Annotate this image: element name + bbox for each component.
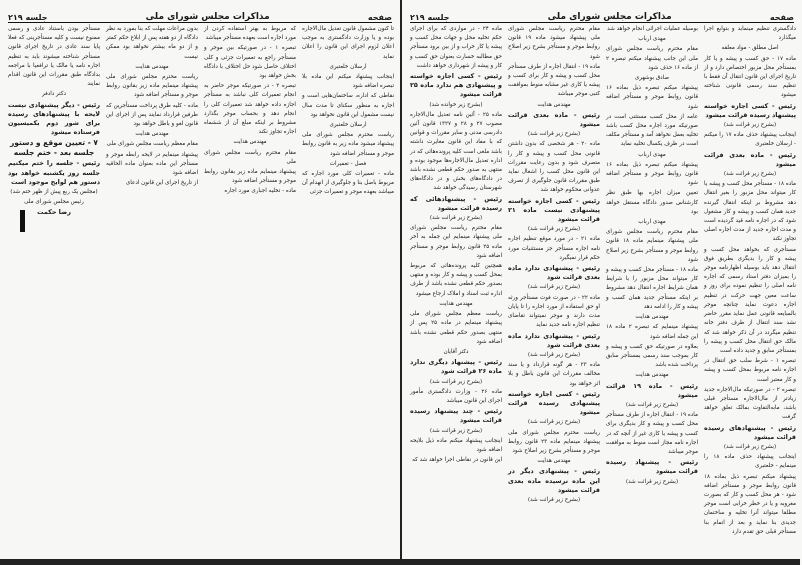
paragraph: ریاست محترم مجلس شورای ملی پیشنهاد مینمایم ماده زیر بقانون روابط موجر و مستأجر اضافه شود (106, 74, 198, 99)
left-page (0, 0, 400, 565)
signature-line: (بشرح زیر قرائت شد) (625, 401, 679, 408)
signature-line: مهندس هدایت (537, 458, 571, 465)
paragraph: پیشنهاد مینمایم در لایحه رابطه موجر و مستأجر این ماده بعنوان ماده الحاقیه اضافه شود (106, 151, 198, 177)
text-column (106, 25, 198, 187)
paragraph: مقام محترم ریاست مجلس شورای ملی پیشنهاد مینمایم این جمله به آخر ماده ۲۵ قانون روابط موجر و مستأجر اضافه شود (410, 225, 502, 259)
speaker-paragraph: رئیس - کسی اجازه خواسته پیشنهاد رسیده قرائت میشود (704, 101, 796, 119)
signature-line: (بشرح زیر قرائت شد) (723, 122, 777, 129)
paragraph: ماده ۱۸ - مستأجر محل کسب و پیشه و کار میتواند محل مزبور را با شرایط همان شرایط اجاره انتقال دهد مشروط بر اینکه مستأجر جدید همان کسب و پیشه و کار را ادامه دهد (606, 267, 699, 310)
page-title: مذاکرات مجلس شورای ملی (145, 12, 270, 22)
paragraph: اینجانب پیشنهاد میکنم این ماده بلا تبصره اضافه شود (302, 74, 394, 90)
paragraph: ریاست معظم مجلس شورای ملی پیشنهاد مینمایم در ماده ۲۵ پس از منتهی بصدور حکم قطعی نشده باشد اضافه شود (410, 311, 502, 345)
speaker-paragraph: رئیس - پیشنهادی ندارد ماده بعدی قرائت شود (508, 264, 600, 282)
signature-line: مهندس هدایت (635, 314, 669, 321)
paragraph: تعیین میزان اجاره بها طبق نظر کارشناس صدور دادگاه مستقل خواهد بود (606, 190, 698, 215)
paragraph: اینجانب پیشنهاد حذف ماده ۱۷ را میکنم - ارسلان خلعتبری (704, 132, 796, 148)
right-page (400, 0, 802, 565)
signature-line: (بشرح زیر قرائت شد) (527, 351, 581, 358)
paragraph: مقام محترم ریاست مجلس شورای ملی پیشنهاد میشود ماده ۱۹ قانون روابط موجر و مستأجر بشرح زیر اصلاح شود (508, 26, 600, 60)
text-column (204, 25, 296, 195)
paragraph: مستأجری که بخواهد محل کسب و پیشه و کار را بدیگری بطریق فوق انتقال دهد باید بوسیله اظهارنامه موجر را بمیزان دفتر اسناد رسمی که اجاره نامه اصلی را تنظیم نموده برای روز و ساعت معین جهت حرکت در تنظیم اجاره دعوت نماید چنانچه موجر بالمبایعه قانونی عمل نماید مقرر حاضر نشد سند انتقال از طرف دفتر خانه تنظیم میگردد در آن ذکر خواهد شد که مالک حق انتقال محل کسب و پیشه را بمستأجر سابق و جدید داده است (704, 246, 796, 354)
paragraph: تبصره ۱ - شرط سلب حق انتقال در اجاره نامه مربوط بمحل کسب و پیشه و کار معتبر است (704, 358, 796, 383)
paragraph: ماده - تعمیرات کلی مورد اجاره که مربوط باصل بنا و جلوگیری از انهدام آن میباشد بعهده موجر و تعمیرات جزئی (302, 171, 394, 196)
paragraph: ماده ۱۷ - حق کسب و پیشه و یا کار بمستأجر محل مزبور اختصاص دارد و از تاریخ اجرای این قانون انتقال آن فقط با تنظیم سند رسمی قانونی شناخته میشود (704, 55, 796, 99)
signature-line: (بشرح زیر قرائت شد) (625, 478, 679, 485)
paragraph: دادگستری تنظیم مینماید و بتوابع اجرا میگذارد (704, 26, 796, 42)
signature-line: دکتر دادفر (41, 91, 66, 98)
paragraph: تبصره ۲ - در صورتیکه موجر حاضر به انجام تعمیرات کلی نباشد به مستأجر اجازه داده خواهد شد تعمیرات کلی را انجام دهد و بحساب موجر بگذارد مشروط بر اینکه مبلغ آن از ششماه اجاره تجاوز نکند (204, 83, 296, 136)
text-column (704, 25, 796, 535)
session-number: جلسه ۲۱۹ (8, 13, 48, 22)
signature-line: مهندس هدایت (439, 300, 473, 307)
paragraph: مقام محترم ریاست مجلس شورای ملی پیشنهاد مینمایم ماده ۱۸ قانون روابط موجر و مستأجر بشرح زیر اصلاح شود (606, 229, 698, 263)
paragraph: ماده ۲۵ - آئین نامه تعدیل مال‌الاجاره مصوب ۲۷ و ۲۸ و ۱۳۲۷ قانون آئین دادرسی مدنی و سایر مقررات و قوانین که با مفاد این قانون مغایرت داشته باشد ملغی است کلیه پرونده‌هائی که در اداره تعدیل مال‌الاجاره‌ها موجود بوده و منتهی به صدور حکم قطعی نشده باشد در دادگاه‌های بخش و در دادگاه‌های شهرستان رسیدگی خواهد شد (410, 111, 503, 192)
paragraph: این قانون در نقاطی اجرا خواهد شد که (412, 457, 502, 464)
speaker-paragraph: رئیس - ماده بعدی قرائت میشود (704, 150, 796, 168)
signature-line: (بشرح زیر خوانده شد) (429, 101, 483, 108)
signature-line: (بشرح زیر قرائت شد) (527, 226, 581, 233)
paragraph: پیشنهاد میکنم تبصره ذیل بماده ۱۸ قانون روابط موجر و مستأجر اضافه شود - هر محل کسب و کار که بصورت مغروبه و یا در خطر خرابی است موجر مطلقا میتواند آنرا تخلیه و ساختمان جدیدی بنا نماید و بعد از اتمام بنا مستأجر قبلی حق تقدم دارد (704, 473, 796, 535)
page-number-label: صفحه (769, 13, 794, 22)
signature-line: ارسلان خلعتبری (329, 63, 367, 70)
paragraph: ماده ۲۰ - هر شخصی که بدون داشتن قانونی محل کسب و پیشه و کار را متصرف شود و بدون رعایت مقررات این قانون محل کسب را اشغال نماید طبق مقررات قانون جلوگیری از تصرف عدوانی محکوم خواهد شد (508, 141, 600, 194)
session-number: جلسه ۲۱۹ (410, 13, 450, 22)
signature-line: مهدی ارباب (638, 219, 666, 226)
paragraph: بدون مراعات مهلت که بنا بمورد به نظر دادگاه از دو هفته پس از ابلاغ حکم کمتر و از دو ماه بیشتر نخواهد بود ممکن نیست (106, 26, 198, 60)
text-columns (8, 25, 394, 217)
paragraph: ماده - تخلیه اجباری مورد اجاره (224, 188, 296, 195)
paragraph: ماده - کلیه طرق پرداخت مستأجرین که طرفین قرارداد نمایند پس از اجرای این قانون لغو و باطل خواهد بود (106, 102, 198, 128)
paragraph: پیشنهاد میکنم تبصره ذیل بماده ۱۶ قانون روابط موجر و مستأجر اضافه شود (606, 161, 698, 187)
paragraph: ماده ۲۶ - وزارت دادگستری مأمور اجرای این قانون میباشد (410, 388, 503, 404)
paragraph: از تاریخ اجرای این قانون ادعای (125, 180, 198, 187)
text-column (8, 25, 100, 217)
paragraph: که مربوط به بهتر استفاده کردن از مورد اجاره است بعهده مستأجر میباشد (204, 26, 296, 42)
signature-line: دکتر آقایان (443, 348, 469, 355)
signature-line: اصل مطلق - مواد معلقه (721, 45, 779, 52)
page-header (8, 8, 392, 23)
signature-line: (بشرح زیر قرائت شد) (723, 171, 777, 178)
paragraph: عامه از محل کسب مستثنی است در صورتیکه مورد اجاره محل کسب باشد تخلیه بعمل نخواهد آمد و مستأجر مکلف است در ظرف یکسال تخلیه نماید (606, 113, 698, 148)
paragraph: ماده ۱۹ - انتقال اجاره از طرف مستأجر محل کسب و پیشه و کار برای کسب و پیشه یا کاری غیر مشابه منوط بموافقت کتبی موجر میباشد (508, 63, 600, 98)
paragraph: مقام محترم ریاست مجلس شورای ملی این جانب پیشنهاد میکنم تبصره ۲ از ماده ۱۶ حذف شود (606, 46, 698, 71)
signature-line: (بشرح زیر قرائت شد) (527, 496, 581, 503)
paragraph: تبصره ۲ - در صورتیکه مال‌الاجاره جدید زیادتر از مال‌الاجاره مستأجر قبلی باشد، مابه‌التفاوت بمالک تعلق خواهد گرفت (704, 386, 796, 421)
paragraph: همچنین کلیه پرونده‌هائی که مربوط بمحل کسب و پیشه و کار بوده و منتهی بصدور حکم قطعی نشده باشد از طرف اداره ثبت اسناد و املاک ارجاع میشود (410, 263, 502, 297)
paragraph: اینجانب پیشنهاد حذف ماده ۱۸ را مینمایم - خلعتبری (704, 454, 796, 470)
speaker-paragraph: رئیس - جلسه را ختم میکنیم جلسه روز یکشنبه خواهد بود دستور هم لوایح موجود است (8, 159, 100, 186)
paragraph: بعلاوه در صورتیکه حق کسب و پیشه و کار بموجب سند رسمی بمستأجر سابق پرداخت شده باشد (606, 343, 698, 369)
paragraph: ماده ۱۸ - مستأجر محل کسب و پیشه یا کار میتواند محل مزبور را بغیر انتقال دهد مشروط بر اینکه انتقال گیرنده جدید همان کسب و پیشه و کار مشغول شود که در اجاره نامه قید گردیده است و مدت اجاره جدید از مدت اجاره اصلی تجاوز نکند (704, 181, 796, 243)
page-header (410, 8, 794, 23)
scan-edge (0, 559, 800, 565)
signature-line: مهندس هدایت (635, 372, 669, 379)
speaker-paragraph: رئیس - کسی اجازه خواسته پیشنهادی نیست ماده ۲۱ قرائت میشود (508, 196, 600, 224)
text-column (508, 25, 601, 503)
speaker-paragraph: رئیس - کسی اجازه خواسته و پیشنهادی هم ندارد ماده ۲۵ قرائت میشود (410, 72, 502, 99)
signature-line: (بشرح زیر قرائت شد) (527, 419, 581, 426)
paragraph: ماده ۲۳ - هر گونه قرارداد و یا سند مخالف مقررات این قانون باطل و بلا اثر خواهد بود (508, 362, 600, 387)
speaker-paragraph: رضا حکمت (37, 208, 71, 217)
speaker-paragraph: رئیس - پیشنهادهائی که رسیده قرائت میشود (410, 194, 502, 212)
signature-line: (بشرح زیر قرائت شد) (429, 378, 483, 385)
paragraph: ریاست محترم مجلس شورای ملی پیشنهاد مینمایم ماده ۲۳ قانون روابط موجر و مستأجر بشرح زیر اصلاح شود (508, 429, 601, 454)
speaker-paragraph: رئیس - پیشنهادهای رسیده قرائت میشود (704, 423, 796, 441)
signature-line: رئیس مجلس شورای ملی (24, 199, 84, 206)
paragraph: مقام معظم ریاست مجلس شورای ملی (106, 141, 198, 148)
paragraph: ماده ۲۲ - در صورت فوت مستأجر ورثه او حق استفاده از مورد اجاره را تا پایان مدت دارند و موجر نمیتواند تقاضای تنظیم اجاره نامه جدید نماید (508, 294, 600, 329)
signature-line: صادق بوشهری (634, 75, 670, 82)
signature-line: (بشرح زیر قرائت شد) (429, 215, 483, 222)
signature-line: مهندس هدایت (135, 131, 169, 138)
speaker-paragraph: رئیس - پیشنهاد دیگری ندارد ماده ۲۶ قرائت شود (410, 358, 502, 376)
scan-mark (20, 210, 25, 232)
paragraph: ماده ۲۴ - در مواردی که برای اجرای حکم تخلیه محل و جهات محل کسب و پیشه یا کار خراب و از بین برود مستأجر حق مطالبه خسارت بعنوان حق کسب و کار و پیشه از شهرداری خواهد داشت (410, 26, 502, 69)
signature-line: مهندس هدایت (233, 139, 267, 146)
section-heading: ۷ - تعیین موقع و دستور جلسه بعد - ختم جلسه (9, 138, 98, 158)
signature-line: (بشرح زیر قرائت شد) (723, 443, 777, 450)
signature-line: (مجلس یک ربع پیش از ظهر ختم شد) (10, 189, 98, 196)
speaker-paragraph: رئیس - دیگر پیشنهادی نیست لایحه با پیشنهادهای رسیده برای شور دوم بکمیسیون فرستاده میشود (8, 100, 100, 137)
speaker-paragraph: رئیس - چند پیشنهاد رسیده قرائت میشود (410, 407, 502, 425)
signature-line: مهندس هدایت (537, 101, 571, 108)
paragraph: پیشنهاد مینمایم که تبصره ۲ ماده ۱۸ این جمله اضافه شود (606, 324, 698, 340)
text-columns (410, 25, 796, 535)
signature-line: (بشرح زیر قرائت شد) (429, 427, 483, 434)
text-column (302, 25, 394, 196)
speaker-paragraph: رئیس - کسی اجازه خواسته پیشنهادی رسیده قرائت میشود (508, 389, 600, 417)
paragraph: نقاطی که اداره، ساختمان‌هایی است و اجاره به منظور سکنای تا مدت سال نیست مشمول این قانون نخواهد بود (302, 93, 394, 118)
paragraph: اینجانب پیشنهاد میکنم ماده ذیل بلایحه اضافه شود (410, 437, 502, 453)
speaker-paragraph: رئیس - پیشنهاد رسیده قرائت میشود (606, 458, 698, 476)
signature-line: (بشرح زیر قرائت شد) (527, 131, 581, 138)
page-number-label: صفحه (367, 13, 392, 22)
signature-line: مهندس هدایت (135, 63, 169, 70)
paragraph: مقام محترم ریاست مجلس شورای ملی (204, 149, 296, 165)
speaker-paragraph: رئیس - پیشنهادی ندارد ماده بعدی قرائت شود (508, 331, 600, 349)
paragraph: تبصره ۱ - در صورتیکه بین موجر و مستأجر راجع به تعمیرات جزئی و کلی اختلاف حاصل شود حل اختلاف با دادگاه بخش خواهد بود (204, 45, 296, 80)
signature-line: مهدی ارباب (638, 151, 666, 158)
paragraph: پیشنهاد مینمایم ماده زیر بقانون روابط موجر و مستأجر اضافه شود (204, 169, 296, 185)
text-column (606, 25, 698, 500)
text-column (410, 25, 502, 500)
signature-line: (بشرح زیر قرائت شد) (527, 284, 581, 291)
paragraph: ماده ۱۹ - انتقال اجاره از طرف مستأجر محل کسب و پیشه و کار بدیگری برای کسب و پیشه یا کاری غیر از آنچه که در اجاره نامه مجاز است منوط به موافقت موجر میباشد (606, 412, 698, 455)
paragraph: ریاست محترم مجلس شورای ملی پیشنهاد میشود ماده زیر به قانون روابط موجر و مستأجر اضافه شود (302, 132, 394, 157)
paragraph: مستأجر بودن باستناد عادی و رسمی ممنوع نیست و کلیه مستأجرینی که فعلا پایا سند عادی در تاریخ اجرای قانون مستأجر شناخته میشوند باید به تنظیم اجاره نامه یا مالک یا ترافعیا با مراجعه بدادگاه طبق مقررات این قانون اقدام نمایند (8, 26, 100, 88)
signature-line: ارسلان خلعتبری (329, 122, 367, 129)
paragraph: بوسیله عملیات اجرائی انجام خواهد شد (607, 26, 698, 32)
speaker-paragraph: رئیس - ماده بعدی قرائت میشود (508, 110, 600, 129)
speaker-paragraph: رئیس - پیشنهادی دیگر در این ماده نرسیده ماده بعدی قرائت میشود (508, 467, 600, 494)
signature-line: مهدی ارباب (638, 36, 666, 43)
paragraph: تا کنون مشمول قانون تعدیل مال‌الاجاره بوده و یا وزارت دادگستری به موجب اعلان لزوم اجرای این قانون را اعلان نماید (302, 26, 394, 60)
paragraph: پیشنهاد میکنم تبصره ذیل بماده ۱۶ قانون روابط موجر و مستأجر اضافه شود (606, 85, 698, 110)
paragraph: ماده ۲۱ - در مورد موقع تنظیم اجاره نامه اجاره مستأجر جز مستثنیات مورد حکم قرار نمیگیرد (508, 236, 600, 261)
speaker-paragraph: رئیس - ماده ۱۹ قرائت میشود (606, 381, 698, 399)
page-title: مذاکرات مجلس شورای ملی (547, 12, 672, 22)
signature-line: فصل - تعمیرات (329, 160, 367, 167)
